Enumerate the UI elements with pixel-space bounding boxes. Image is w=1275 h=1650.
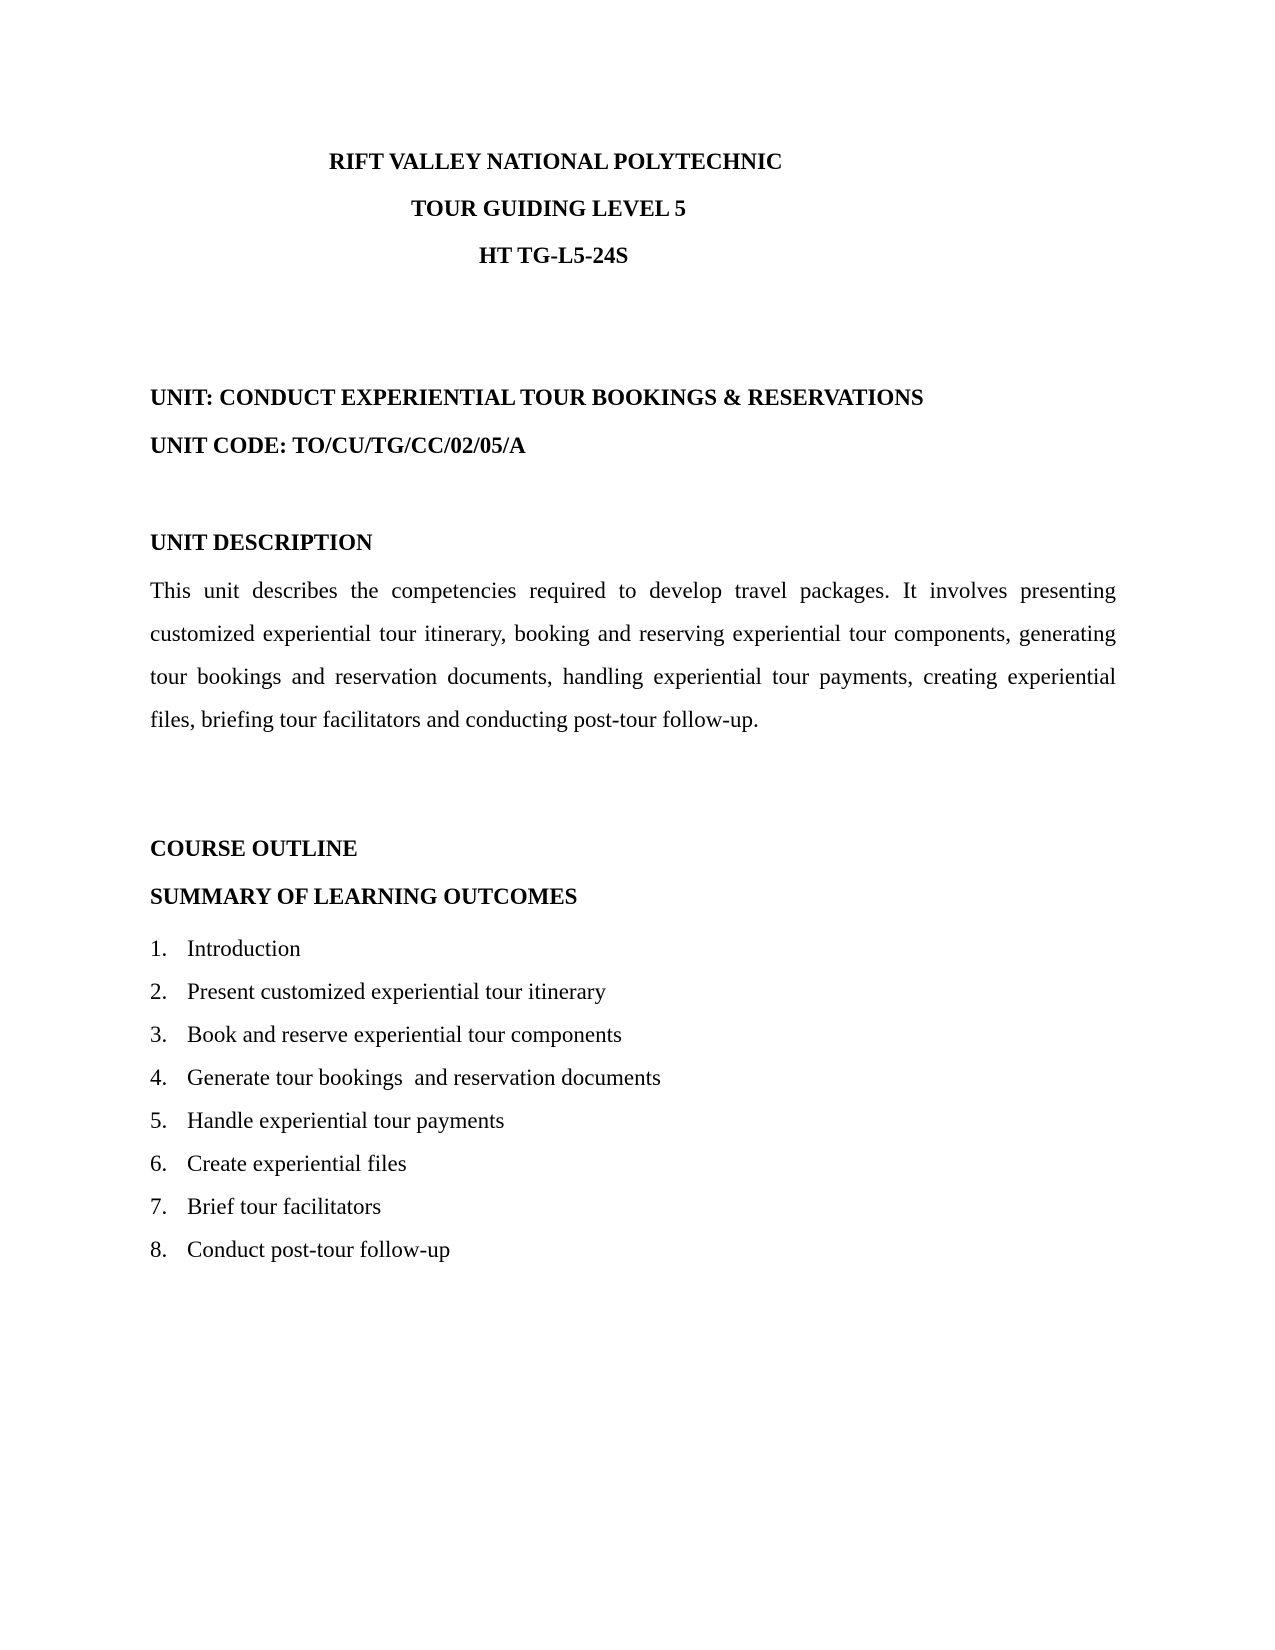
list-item-text: Handle experiential tour payments [187,1108,505,1133]
list-item-text: Generate tour bookings and reservation documents [187,1065,661,1090]
list-item-text: Present customized experiential tour itinerary [187,979,606,1004]
list-item-number: 8. [150,1237,168,1262]
unit-code: UNIT CODE: TO/CU/TG/CC/02/05/A [150,433,526,458]
learning-outcomes-heading: SUMMARY OF LEARNING OUTCOMES [150,884,578,909]
learning-outcomes-list [150,935,661,1279]
list-item [150,1107,661,1150]
list-item-number: 4. [150,1065,168,1090]
list-item-number: 2. [150,979,168,1004]
list-item-text: Book and reserve experiential tour components [187,1022,622,1047]
list-item [150,1064,661,1107]
unit-description-heading: UNIT DESCRIPTION [150,530,373,555]
course-outline-heading: COURSE OUTLINE [150,836,358,861]
course-code: HT TG-L5-24S [479,243,629,268]
unit-description-body: This unit describes the competencies required to develop travel packages. It involves presenting customized experiential tour itinerary, booking and reserving experiential tour components, generating tour bookings and reservation documents, handling experiential tour payments, creating experiential files, briefing tour facilitators and conducting post-tour follow-up. [150,578,1116,732]
list-item-text: Brief tour facilitators [187,1194,382,1219]
list-item [150,1193,661,1236]
list-item-number: 1. [150,936,168,961]
unit-title: UNIT: CONDUCT EXPERIENTIAL TOUR BOOKINGS & RESERVATIONS [150,385,924,410]
list-item-number: 3. [150,1022,168,1047]
list-item-text: Create experiential files [187,1151,407,1176]
list-item-number: 6. [150,1151,168,1176]
list-item [150,978,661,1021]
list-item-text: Introduction [187,936,301,961]
list-item [150,935,661,978]
list-item-text: Conduct post-tour follow-up [187,1237,451,1262]
list-item-number: 5. [150,1108,168,1133]
list-item [150,1150,661,1193]
institution-name: RIFT VALLEY NATIONAL POLYTECHNIC [329,149,783,174]
list-item [150,1236,661,1279]
list-item-number: 7. [150,1194,168,1219]
course-title: TOUR GUIDING LEVEL 5 [411,196,687,221]
list-item [150,1021,661,1064]
